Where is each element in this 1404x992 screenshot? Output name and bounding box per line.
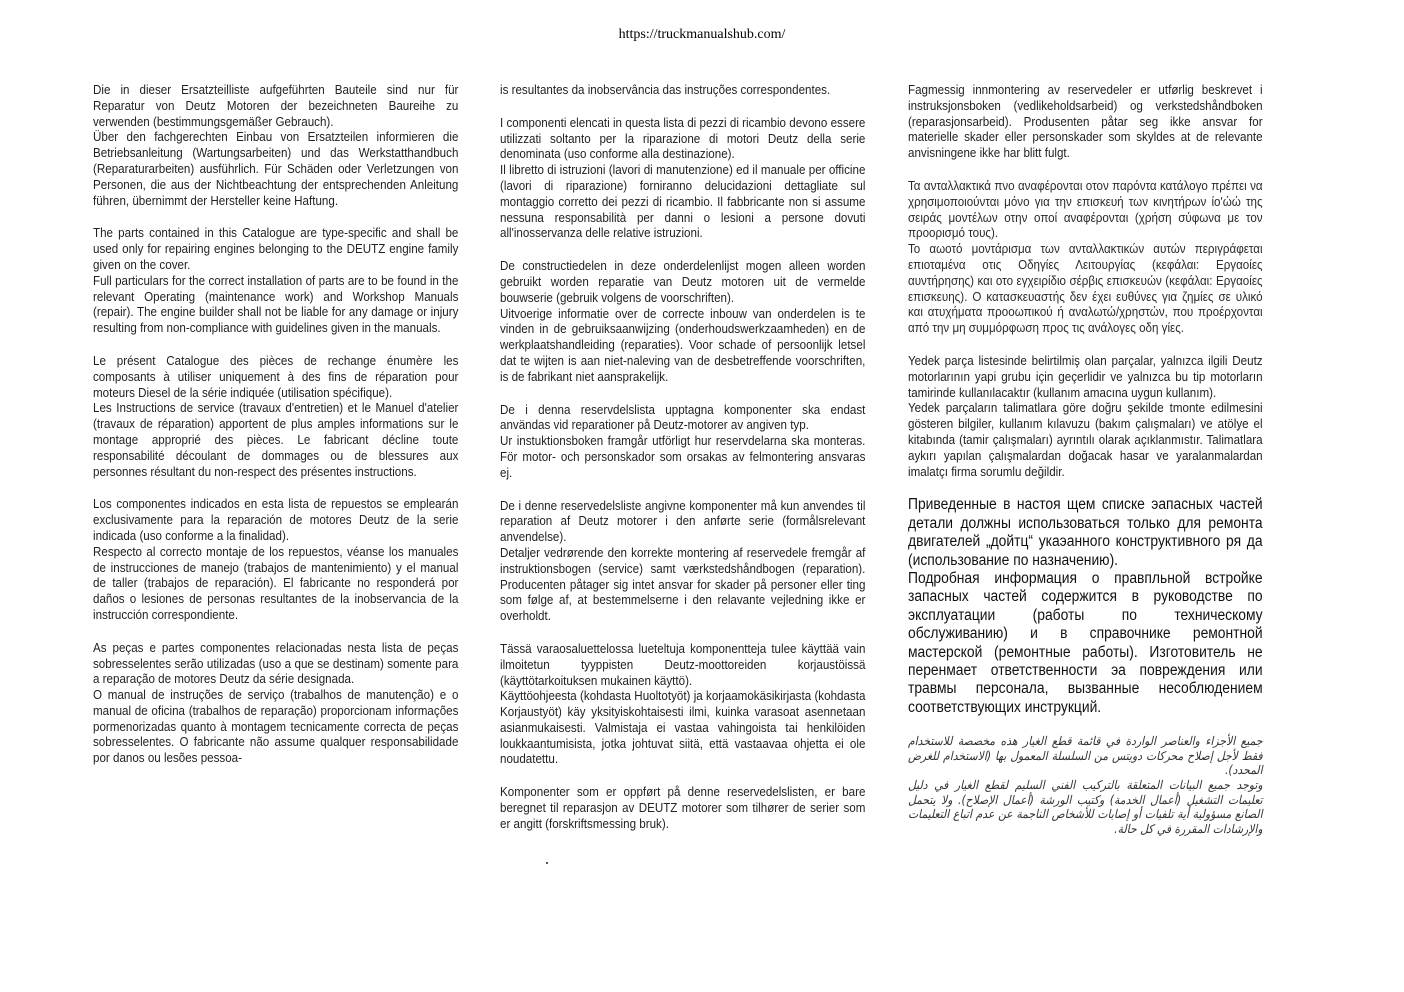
paragraph: Yedek parçaların talimatlara göre doğru şekilde tmonte edilmesini gösteren bilgiler, kullanım kılavuzu (bakım çalışmaları) ve atölye el kitabında (tamir çalışmaları) ayrıntılı olarak açıklanmıstır. Talimatlara aykırı yapılan çalışmalardan doğacak hasar ve yaralanmalardan imalatçı firma sorumlu değildir. (908, 400, 1263, 479)
paragraph: is resultantes da inobservância das instruções correspondentes. (500, 82, 831, 97)
section-turkish (908, 353, 1263, 479)
column-right (908, 82, 1263, 836)
paragraph: Über den fachgerechten Einbau von Ersatzteilen informieren die Betriebsanleitung (Wartungsarbeiten) und das Werkstatthandbuch (Reparaturarbeiten) ausführlich. Für Schäden oder Verletzungen von Personen, die aus der Nichtbeachtung der entsprechenden Anleitung führen, übernimmt der Hersteller keine Haftung. (93, 129, 459, 208)
paragraph: Los componentes indicados en esta lista de repuestos se emplearán exclusivamente para la reparación de motores Deutz de la serie indicada (uso conforme a la finalidad). (93, 496, 459, 543)
paragraph: As peças e partes componentes relacionadas nesta lista de peças sobresselentes serão utilizadas (uso a que se destinam) somente para a reparação de motores Deutz da série designada. (93, 639, 459, 687)
paragraph: Les Instructions de service (travaux d'entretien) et le Manuel d'atelier (travaux de réparation) apportent de plus amples informations sur le montage approprié des pièces. Le fabricant décline toute responsabilité découlant de dommages ou de blessures aux personnes résultant du non-respect des présentes instructions. (93, 400, 459, 479)
paragraph: Το αωοτό μοντάρισμα των ανταλλακτικών αυτών περιγράφεται επιοταμένα οτις Οδηγίες Λειτουργίας (κεφάλαι: Εργαοίες αυντήρησης) και οτο εγχειρίδιο σέρβις επισκευών (κεφάλαι: Εργαοίες επισκευης). Ο κατασκευαστής δεν έχει ευθύνες για ζημίες σε υλικό και ατυχήματα προοωπικού ή αναλωτώ/χρηστών, που προέρχονται από την μη συμμόρφωση προς τις ανάλογες οδη γίες. (908, 241, 1263, 336)
section-finnish (500, 641, 865, 767)
paragraph: De constructiedelen in deze onderdelenlijst mogen alleen worden gebruikt worden reparatie van Deutz motoren uit de vermelde bouwserie (gebruik volgens de voorschriften). (500, 258, 866, 305)
paragraph: Die in dieser Ersatzteilliste aufgeführten Bauteile sind nur für Reparatur von Deutz Motoren der bezeichneten Baureihe zu verwenden (bestimmungsgemäßer Gebrauch). (93, 82, 459, 129)
section-dutch (500, 258, 865, 384)
paragraph: The parts contained in this Catalogue are type-specific and shall be used only for repairing engines belonging to the DEUTZ engine family given on the cover. (93, 225, 459, 272)
section-greek (908, 178, 1263, 336)
paragraph: Full particulars for the correct installation of parts are to be found in the relevant Operating (maintenance work) and Workshop Manuals (repair). The engine builder shall not be liable for any damage or injury resulting from non-compliance with guidelines given in the manuals. (93, 272, 459, 336)
paragraph: I componenti elencati in questa lista di pezzi di ricambio devono essere utilizzati soltanto per la riparazione di motori Deutz della serie denominata (uso conforme alla destinazione). (500, 114, 866, 162)
paragraph: Приведенные в настоя щем списке эапасных частей детали должны использоваться только для ремонта двигателей „дойтц“ укаэанного конструктивного ря да (использование по назначению). (908, 496, 1263, 569)
paragraph: Il libretto di istruzioni (lavori di manutenzione) ed il manuale per officine (lavori di riparazione) forniranno delucidazioni dettagliate sul montaggio corretto dei pezzi di ricambio. Il fabbricante non si assume nessuna responsabilità per danni o lesioni a persone dovuti all'inosservanza delle relative istruzioni. (500, 162, 866, 241)
section-german (93, 82, 458, 208)
section-norwegian (500, 784, 865, 831)
column-left (93, 82, 458, 783)
section-swedish (500, 402, 865, 481)
section-italian (500, 115, 865, 241)
paragraph: Подробная информация о правпльной встройке запасных частей содержится в руководстве по эксплуатации (работы по техническому обслуживанию) и в справочнике ремонтной мастерской (ремонтные работы). Изготовитель не перенмает ответственности эа повреждения или травмы персонала, вызванные несоблюдением соответствующих инструкций. (908, 569, 1263, 716)
paragraph: Yedek parça listesinde belirtilmiş olan parçalar, yalnızca ilgili Deutz motorlarının yapi grubu için geçerlidir ve yalnızca bu tip motorların tamirinde kullanılacaktır (kullanım amacına uygun kullanım). (908, 352, 1263, 400)
column-middle (500, 82, 865, 849)
paragraph: Ur instuktionsboken framgår utförligt hur reservdelarna ska monteras. För motor- och personskador som orsakas av felmontering ansvaras ej. (500, 433, 866, 480)
paragraph: De i denne reservedelsliste angivne komponenter må kun anvendes til reparation af Deutz motorer i den anførte serie (formålsrelevant anvendelse). (500, 497, 866, 545)
paragraph: Le présent Catalogue des pièces de rechange énumère les composants à utiliser uniquement à des fins de réparation pour moteurs Diesel de la série indiquée (utilisation spécifique). (93, 352, 459, 400)
section-portuguese-continued (500, 82, 865, 98)
paragraph: O manual de instruções de serviço (trabalhos de manutenção) e o manual de oficina (trabalhos de reparação) proporcionam informações pormenorizadas quanto à montagem tecnicamente correcta de peças sobresselentes. O fabricante não assume qualquer responsabilidade por danos ou lesões pessoa- (93, 687, 459, 766)
paragraph: Käyttöohjeesta (kohdasta Huoltotyöt) ja korjaamokäsikirjasta (kohdasta Korjaustyöt) käy yksityiskohtaisesti ilmi, kuinka varasoat asennetaan asianmukaisesti. Valmistaja ei vastaa vahingoista tai henkilöiden loukkaantumisista, jotka johtuvat siitä, että vastaavaa ohjetta ei ole noudatettu. (500, 688, 866, 767)
section-portuguese (93, 640, 458, 766)
paragraph: جميع الأجزاء والعناصر الواردة في قائمة قطع الغيار هذه مخصصة للاستخدام فقط لأجل إصلاح محركات دويتس من السلسلة المعمول بها (الاستخدام للغرض المحدد). (908, 734, 1263, 778)
scan-speck (546, 862, 548, 864)
paragraph: Fagmessig innmontering av reservedeler er utførlig beskrevet i instruksjonsboken (vedlikeholdsarbeid) og verkstedshåndboken (reparasjonsarbeid). Produsenten påtar seg ikke ansvar for materielle skader eller personskader som skyldes at de relevante anvisningene ikke har blitt fulgt. (908, 82, 1263, 161)
paragraph: وتوجد جميع البيانات المتعلقة بالتركيب الفني السليم لقطع الغيار في دليل تعليمات التشغيل (أعمال الخدمة) وكتيب الورشة (أعمال الإصلاح). ولا يتحمل الصانع مسؤولية أية تلفيات أو إصابات للأشخاص الناجمة عن عدم اتباع التعليمات والإرشادات المقررة في كل حالة. (908, 777, 1263, 836)
paragraph: Komponenter som er oppført på denne reservedelslisten, er bare beregnet til reparasjon av DEUTZ motorer som tilhører de serier som er angitt (forskriftsmessing bruk). (500, 784, 866, 831)
section-spanish (93, 496, 458, 622)
paragraph: Τα ανταλλακτικά πνο αναφέρονται οτον παρόντα κατάλογο πρέπει να χρησιμοποιούνται μόνο για την επισκευή των κινητήρων ίο'ώώ της σειράς μοντέλων οτην οποί αναφέρονται (χρήση σύφωνα με τον προορισμό τους). (908, 177, 1263, 241)
section-english (93, 225, 458, 336)
section-arabic (908, 734, 1263, 836)
paragraph: De i denna reservdelslista upptagna komponenter ska endast användas vid reparationer på Deutz-motorer av angiven typ. (500, 401, 866, 433)
paragraph: Tässä varaosaluettelossa lueteltuja komponentteja tulee käyttää vain ilmoitetun tyyppisten Deutz-moottoreiden korjaustöissä (käyttötarkoituksen mukainen käyttö). (500, 640, 866, 688)
paragraph: Respecto al correcto montaje de los repuestos, véanse los manuales de instrucciones de manejo (trabajos de mantenimiento) y el manual de taller (trabajos de reparación). El fabricante no responderá por daños o lesiones de personas resultantes de la inobservancia de la instrucción correspondiente. (93, 543, 459, 622)
section-norwegian-continued (908, 82, 1263, 161)
source-url: https://truckmanualshub.com/ (618, 27, 786, 42)
paragraph: Uitvoerige informatie over de correcte inbouw van onderdelen is te vinden in de gebruiksaanwijzing (onderhoudswerkzaamheden) en de werkplaatshandleiding (reparaties). Voor schade of persoonlijk letsel dat te wijten is aan niet-naleving van de desbetreffende voorschriften, is de fabrikant niet aansprakelijk. (500, 305, 866, 384)
section-russian (908, 496, 1263, 717)
section-french (93, 353, 458, 479)
section-danish (500, 498, 865, 624)
paragraph: Detaljer vedrørende den korrekte montering af reservedele fremgår af instruktionsbogen (service) samt værkstedshåndbogen (reparation). Producenten påtager sig intet ansvar for skader på personer eller ting som følge af, at bestemmelserne i den relavante vejledning ikke er overholdt. (500, 544, 866, 624)
